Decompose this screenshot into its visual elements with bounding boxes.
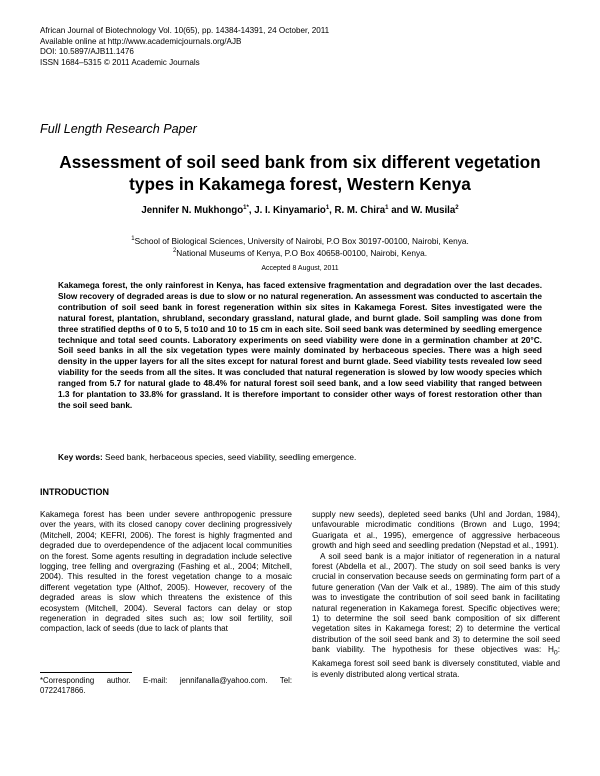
author-name: W. Musila bbox=[411, 205, 456, 216]
left-column bbox=[40, 510, 292, 635]
author-affiliation-mark: 2 bbox=[455, 204, 459, 211]
affiliations bbox=[40, 235, 560, 259]
author-separator: , bbox=[248, 205, 255, 216]
subscript: 0 bbox=[553, 649, 558, 657]
accepted-date: Accepted 8 August, 2011 bbox=[261, 265, 339, 272]
paragraph-text: : Kakamega forest soil seed bank is diversely constituted, viable and is evenly distributed along vertical strata. bbox=[312, 645, 560, 679]
affiliation-number: 2 bbox=[172, 248, 177, 255]
author-separator: , bbox=[329, 205, 335, 216]
doi: DOI: 10.5897/AJB11.1476 bbox=[40, 47, 134, 57]
affiliation-text: National Museums of Kenya, P.O Box 40658-00100, Nairobi, Kenya. bbox=[176, 248, 428, 258]
author-name: Jennifer N. Mukhongo bbox=[141, 205, 244, 216]
paragraph: supply new seeds), depleted seed banks (Uhl and Jordan, 1984), unfavourable microdimatic conditions (Brown and Lugo, 1994; Guarigata et al., 1995), emergence of aggressive herbaceous growth and high seed and seedling predation (Nepstad et al., 1991). bbox=[312, 510, 560, 551]
author-name: R. M. Chira bbox=[334, 205, 386, 216]
journal-url: Available online at http://www.academicjournals.org/AJB bbox=[40, 36, 242, 46]
keywords-text: Seed bank, herbaceous species, seed viability, seedling emergence. bbox=[102, 452, 357, 462]
paragraph: Kakamega forest has been under severe anthropogenic pressure over the years, with its closed canopy cover declining progressively (Mitchell, 2004; KEFRI, 2006). The forest is highly fragmented and degraded due to overdependence of the adjacent local communities on the forest. Some agents resulting in degradation include selective logging, tree felling and overgrazing (Fashing et al., 2004; Mitchell, 2004). This resulted in the forest vegetation change to a mosaic different vegetation type (Althof, 2005). However, recovery of the degraded areas is slow which threatens the existence of this ecosystem (Mitchell, 2004). Several factors can delay or stop regeneration in degraded sites such as; low soil fertility, soil compaction, lack of seeds (due to lack of plants that bbox=[40, 510, 292, 634]
keywords-label: Key words: bbox=[58, 452, 103, 462]
paragraph bbox=[312, 552, 560, 681]
paragraph-text: A soil seed bank is a major initiator of regeneration in a natural forest (Abdella et al., 2007). The study on soil seed banks is very crucial in conservation because seeds on germinating form part of a future generation (Van der Valk et al., 1989). The aim of this study was to investigate the contribution of soil seed bank in facilitating natural regeneration in Kakamega forest. Specific objectives were; 1) to determine the soil seed bank composition of six different vegetation sites in Kakamega forest; 2) to determine the vertical distribution of the soil seed bank and 3) to determine the soil seed bank viability. The hypothesis for these objectives was: H bbox=[312, 551, 560, 655]
journal-header bbox=[40, 26, 329, 68]
journal-citation: African Journal of Biotechnology Vol. 10(65), pp. 14384-14391, 24 October, 2011 bbox=[40, 26, 330, 35]
affiliation-1 bbox=[40, 235, 560, 247]
affiliation-text: School of Biological Sciences, University of Nairobi, P.O Box 30197-00100, Nairobi, Kenya. bbox=[134, 236, 469, 246]
issn: ISSN 1684–5315 © 2011 Academic Journals bbox=[40, 57, 200, 67]
keywords bbox=[58, 452, 542, 462]
author-list bbox=[40, 205, 560, 216]
paper-title: Assessment of soil seed bank from six different vegetation types in Kakamega forest, Western Kenya bbox=[59, 152, 541, 194]
author-name: J. I. Kinyamario bbox=[254, 205, 326, 216]
right-column bbox=[312, 510, 560, 680]
author-affiliation-mark: 1 bbox=[325, 204, 330, 211]
affiliation-number: 1 bbox=[131, 236, 135, 243]
footnote: *Corresponding author. E-mail: jennifanalla@yahoo.com. Tel: 0722417866. bbox=[40, 676, 292, 695]
affiliation-2 bbox=[40, 247, 560, 259]
section-heading: INTRODUCTION bbox=[40, 487, 109, 497]
author-affiliation-mark: 1 bbox=[385, 204, 389, 211]
author-affiliation-mark: 1 bbox=[243, 204, 247, 211]
abstract: Kakamega forest, the only rainforest in Kenya, has faced extensive fragmentation and degradation over the last decades. Slow recovery of degraded areas is due to slow or no natural regeneration. An assessment was conducted to ascertain the contribution of soil seed bank in forest regeneration within six sites in Kakamega Forest. Sites investigated were the natural forest, plantation, shrubland, secondary grassland, natural glade, and burnt glade. Soil sampling was done from three stratified depths of 0 to 5, 5 to10 and 10 to 15 cm in each site. Soil seed bank was determined by seedling emergence technique and total seed counts. Laboratory experiments on seed viability were done in a germination chamber at 20°C. Soil seed banks in all the six vegetation types were mainly dominated by herbaceous species. There was a high seed density in the upper layers for all the sites except for natural forest and burnt glade. Seed viability tests revealed low seed viability for the seeds from all the sites. It was concluded that natural regeneration is slowed by low woody species which ranged from 5.7 for natural glade to 48.4% for natural forest soil seed bank, and a low seed viability that ranged between 1.3 for plantation to 33.8% for grassland. It is therefore important to consider other ways of forest restoration other than the soil seed bank. bbox=[58, 280, 542, 410]
footnote-rule bbox=[40, 672, 132, 673]
corresponding-mark: * bbox=[246, 204, 249, 211]
paper-type: Full Length Research Paper bbox=[40, 122, 197, 136]
author-separator: and bbox=[388, 205, 412, 216]
